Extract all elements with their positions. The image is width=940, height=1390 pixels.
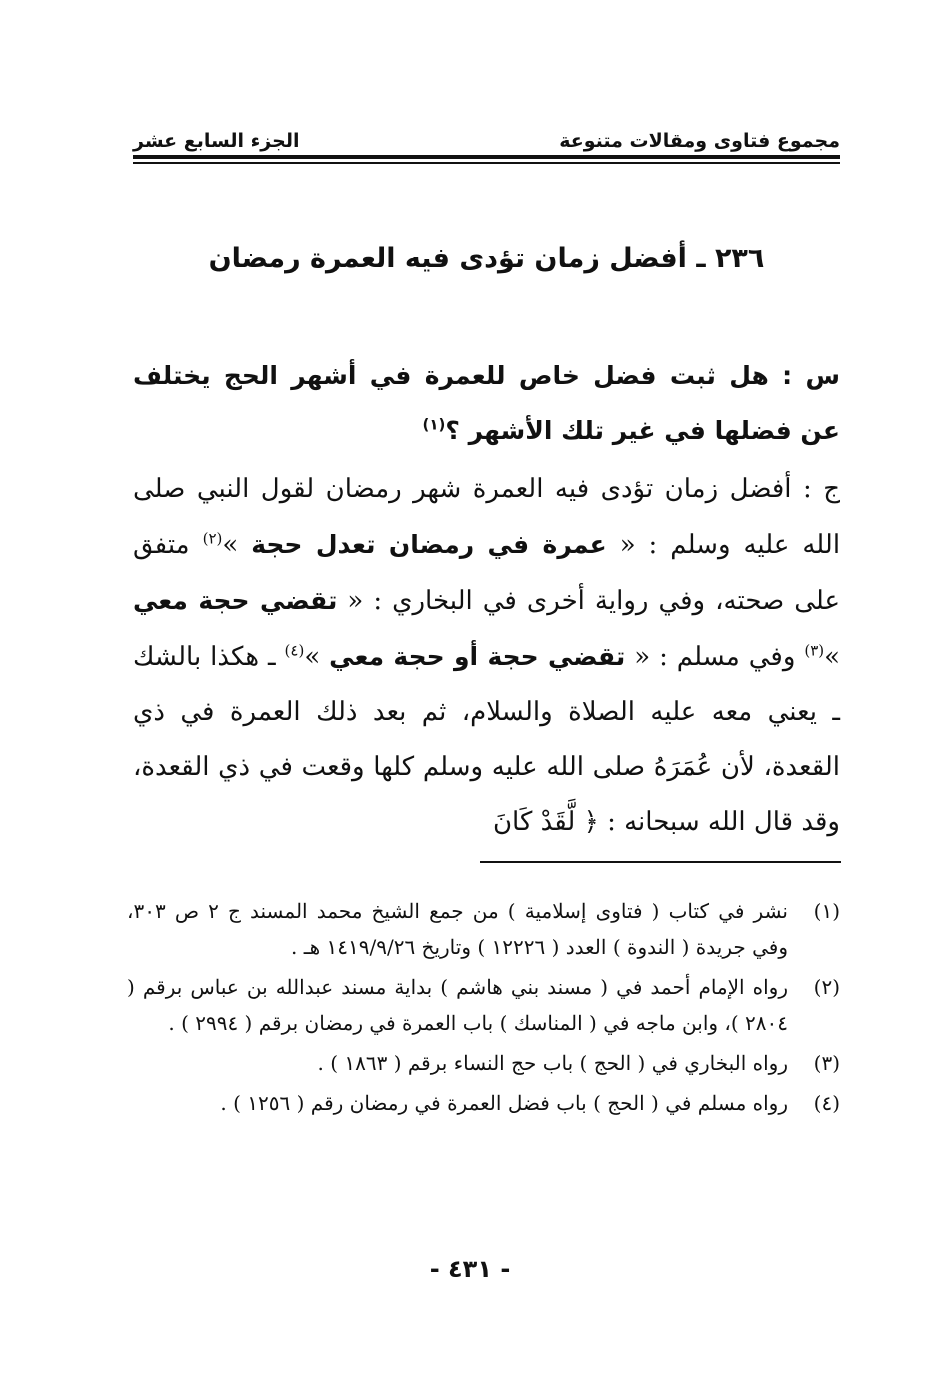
answer-seg-4: »	[824, 642, 841, 672]
footnote-text: رواه الإمام أحمد في ( مسند بني هاشم ) بداية مسند عبدالله بن عباس برقم ( ٢٨٠٤ )، وابن ماجه في ( المناسك ) باب العمرة في رمضان برقم ( ٢٩٩٤ ) .	[127, 975, 788, 1035]
footnote-number: (١)	[813, 899, 840, 923]
footnote-number: (٢)	[813, 975, 840, 999]
running-header	[133, 118, 840, 152]
footnote-item	[127, 1045, 840, 1081]
footnote-text: رواه مسلم في ( الحج ) باب فضل العمرة في رمضان رقم ( ١٢٥٦ ) .	[220, 1091, 788, 1115]
answer-label: ج :	[802, 474, 840, 504]
footnote-ref-2: (٢)	[202, 529, 223, 548]
footnote-ref-1: (١)	[422, 415, 446, 434]
footnote-ref-4: (٤)	[284, 641, 305, 660]
answer-seg-3: متفق على صحته، وفي رواية أخرى في البخاري : «	[133, 530, 841, 616]
question-label: س :	[782, 361, 840, 390]
volume-label: الجزء السابع عشر	[133, 130, 300, 152]
chapter-title: ٢٣٦ ـ أفضل زمان تؤدى فيه العمرة رمضان	[208, 243, 765, 274]
book-title: مجموع فتاوى ومقالات متنوعة	[559, 130, 840, 152]
footnote-separator	[480, 861, 841, 863]
answer-paragraph	[133, 462, 840, 850]
footnote-ref-3: (٣)	[804, 641, 825, 660]
answer-seg-1: أفضل زمان تؤدى فيه العمرة شهر رمضان لقول النبي صلى الله عليه وسلم : «	[133, 474, 841, 560]
question-text: هل ثبت فضل خاص للعمرة في أشهر الحج يختلف عن فضلها في غير تلك الأشهر ؟	[133, 361, 840, 445]
hadith-quote-2: تقضي حجة معي	[133, 586, 338, 615]
header-rule-thin	[133, 162, 840, 164]
question-paragraph	[133, 348, 840, 458]
answer-seg-6: »	[304, 642, 321, 672]
footnote-number: (٤)	[813, 1091, 840, 1115]
footnote-text: نشر في كتاب ( فتاوى إسلامية ) من جمع الشيخ محمد المسند ج ٢ ص ٣٠٣، وفي جريدة ( الندوة ) العدد ( ١٢٢٢٦ ) وتاريخ ١٤١٩/٩/٢٦ هـ .	[127, 899, 788, 959]
footnote-item	[127, 1085, 840, 1121]
hadith-quote-1: عمرة في رمضان تعدل حجة	[251, 530, 607, 559]
footnote-item	[127, 969, 840, 1041]
page-number: - ٤٣١ -	[429, 1255, 511, 1283]
footnotes	[127, 893, 840, 1125]
main-text	[133, 348, 840, 850]
header-rule-thick	[133, 155, 840, 159]
answer-seg-7: ـ هكذا بالشك ـ يعني معه عليه الصلاة والسلام، ثم بعد ذلك العمرة في ذي القعدة، لأن عُمَرَهُ صلى الله عليه وسلم كلها وقعت في ذي القعدة، وقد قال الله سبحانه : ﴿ لَّقَدْ كَانَ	[133, 642, 840, 837]
answer-seg-5: وفي مسلم : «	[634, 642, 796, 672]
footnote-number: (٣)	[813, 1051, 840, 1075]
answer-seg-2: »	[222, 530, 239, 560]
footnote-text: رواه البخاري في ( الحج ) باب حج النساء برقم ( ١٨٦٣ ) .	[317, 1051, 788, 1075]
hadith-quote-3: تقضي حجة أو حجة معي	[329, 642, 626, 671]
footnote-item	[127, 893, 840, 965]
